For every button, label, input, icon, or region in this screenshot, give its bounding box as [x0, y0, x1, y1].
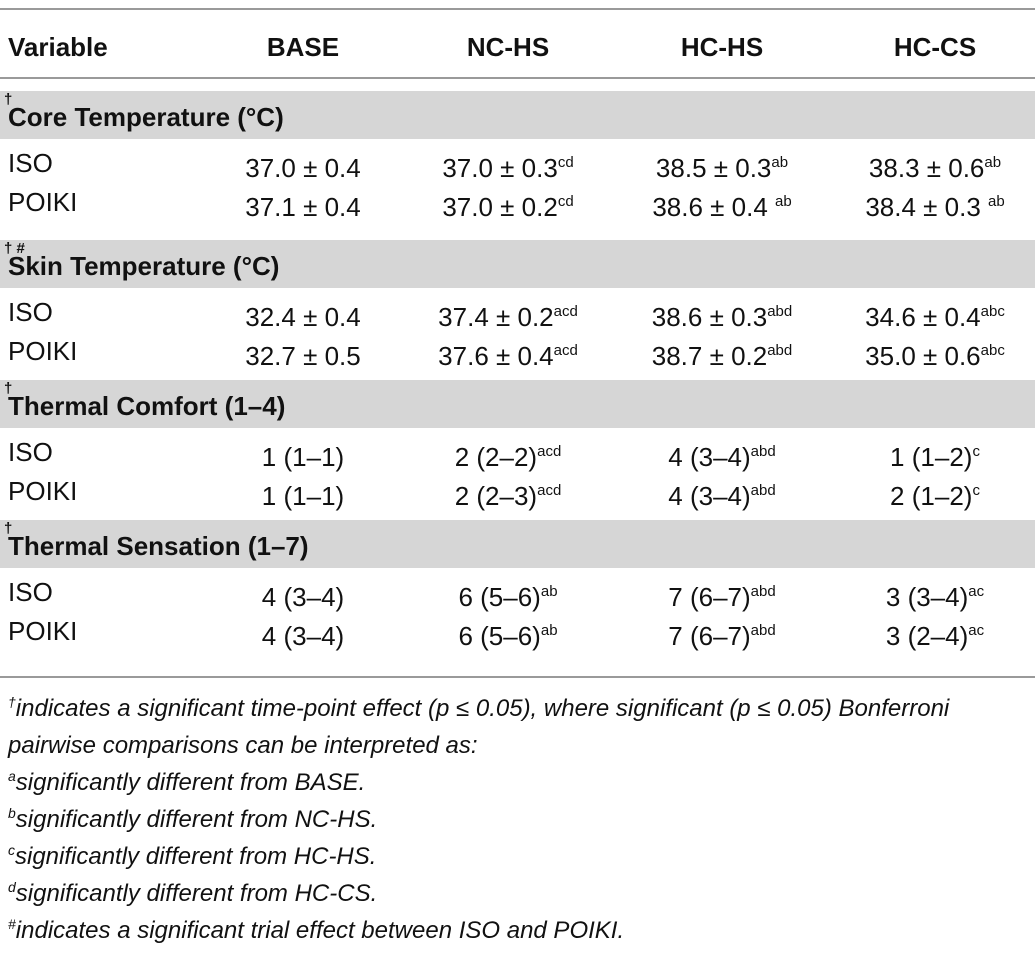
- cell-value: 37.1 ± 0.4: [245, 192, 361, 222]
- section-header-thermal-sensation-1-7: [0, 520, 1035, 568]
- cell-superscript: ac: [968, 622, 985, 639]
- footnote-line: [8, 806, 377, 834]
- cell-superscript: abc: [980, 342, 1005, 359]
- row-label: ISO: [8, 297, 53, 327]
- cell-value: 37.4 ± 0.2: [438, 302, 554, 332]
- cell-value: 6 (5–6): [458, 621, 541, 651]
- cell-value: 2 (1–2): [890, 481, 973, 511]
- footnote-text: indicates a significant time-point effect (p ≤ 0.05), where significant (p ≤ 0.05) Bonferroni: [15, 695, 950, 722]
- header-hc-hs: HC-HS: [680, 32, 764, 62]
- cell-value: 37.0 ± 0.4: [245, 153, 361, 183]
- cell-value: 6 (5–6): [458, 582, 541, 612]
- cell-value: 38.6 ± 0.4: [652, 192, 775, 222]
- table-cell-nc-hs: [455, 442, 562, 473]
- cell-value: 4 (3–4): [261, 582, 345, 612]
- section-title: Thermal Sensation (1–7): [8, 531, 309, 561]
- cell-value: 38.6 ± 0.3: [651, 302, 768, 332]
- section-title: Thermal Comfort (1–4): [8, 391, 286, 421]
- cell-value: 2 (2–3): [454, 481, 538, 511]
- section-header-core-temperature-c: [0, 91, 1035, 139]
- cell-superscript: abd: [750, 482, 776, 499]
- cell-value: 35.0 ± 0.6: [865, 341, 981, 371]
- footnote-marker: a: [8, 768, 16, 784]
- cell-superscript: cd: [557, 154, 574, 171]
- footnote-text: significantly different from HC-HS.: [15, 843, 377, 870]
- section-significance-mark: †: [4, 91, 13, 108]
- cell-superscript: ab: [775, 193, 792, 210]
- cell-value: 4 (3–4): [668, 481, 751, 511]
- table-cell-hc-hs: [668, 481, 775, 512]
- section-title: Core Temperature (°C): [8, 102, 284, 132]
- header-nc-hs: NC-HS: [466, 32, 550, 62]
- table-cell-base: [245, 192, 360, 223]
- cell-value: 3 (2–4): [885, 621, 969, 651]
- footnote-line: [8, 843, 376, 871]
- table-cell-nc-hs: [455, 481, 562, 512]
- table-cell-base: [262, 621, 344, 652]
- cell-superscript: ab: [771, 154, 789, 171]
- cell-value: 37.6 ± 0.4: [438, 341, 554, 371]
- cell-superscript: ab: [988, 193, 1005, 210]
- table-cell-base: [245, 153, 360, 184]
- footnote-marker: #: [8, 916, 16, 932]
- cell-value: 37.0 ± 0.2: [442, 192, 558, 222]
- cell-value: 38.4 ± 0.3: [865, 192, 988, 222]
- cell-superscript: acd: [553, 342, 578, 359]
- cell-value: 38.3 ± 0.6: [868, 153, 985, 183]
- top-rule: [0, 8, 1035, 10]
- section-significance-mark: †: [4, 520, 13, 537]
- footnote-text: significantly different from HC-CS.: [15, 880, 378, 907]
- table-cell-hc-hs: [656, 153, 788, 184]
- section-header-thermal-comfort-1-4: [0, 380, 1035, 428]
- table-cell-nc-hs: [442, 153, 573, 184]
- row-label: POIKI: [8, 187, 78, 217]
- cell-superscript: acd: [553, 303, 578, 320]
- header-base: BASE: [266, 32, 340, 62]
- cell-superscript: abd: [767, 303, 793, 320]
- table-cell-base: [262, 582, 344, 613]
- table-cell-nc-hs: [438, 341, 578, 372]
- cell-value: 32.7 ± 0.5: [245, 341, 361, 371]
- table-cell-hc-hs: [668, 621, 775, 652]
- row-label: ISO: [8, 148, 53, 178]
- row-label: POIKI: [8, 616, 78, 646]
- cell-superscript: cd: [557, 193, 574, 210]
- table-cell-hc-hs: [668, 442, 775, 473]
- cell-value: 37.0 ± 0.3: [442, 153, 558, 183]
- table-cell-hc-cs: [886, 621, 984, 652]
- header-variable: Variable: [8, 32, 108, 62]
- cell-superscript: acd: [537, 443, 562, 460]
- footnote-text: pairwise comparisons can be interpreted as:: [8, 732, 478, 759]
- cell-value: 4 (3–4): [261, 621, 345, 651]
- footnote-line: [8, 880, 377, 908]
- footnote-line: [8, 917, 624, 945]
- cell-value: 32.4 ± 0.4: [245, 302, 361, 332]
- table-cell-nc-hs: [458, 582, 557, 613]
- cell-superscript: c: [972, 443, 980, 460]
- table-cell-hc-hs: [668, 582, 775, 613]
- cell-value: 1 (1–1): [261, 442, 345, 472]
- table-cell-hc-cs: [865, 192, 1004, 223]
- footnote-line: [8, 695, 949, 723]
- cell-value: 1 (1–1): [261, 481, 345, 511]
- row-label: POIKI: [8, 336, 78, 366]
- header-hc-cs: HC-CS: [893, 32, 977, 62]
- table-cell-hc-hs: [652, 341, 793, 372]
- cell-value: 7 (6–7): [668, 582, 751, 612]
- cell-superscript: ac: [968, 583, 985, 600]
- table-cell-hc-cs: [890, 481, 980, 512]
- cell-superscript: c: [972, 482, 980, 499]
- cell-superscript: abc: [980, 303, 1005, 320]
- cell-value: 38.7 ± 0.2: [651, 341, 768, 371]
- footnote-text: significantly different from NC-HS.: [15, 806, 378, 833]
- cell-superscript: abd: [767, 342, 793, 359]
- cell-value: 34.6 ± 0.4: [865, 302, 981, 332]
- table-cell-base: [262, 442, 344, 473]
- cell-superscript: ab: [540, 583, 558, 600]
- table-cell-base: [262, 481, 344, 512]
- cell-value: 1 (1–2): [890, 442, 973, 472]
- table-cell-base: [245, 302, 360, 333]
- table-cell-base: [245, 341, 360, 372]
- footnote-text: significantly different from BASE.: [15, 769, 366, 796]
- table-cell-hc-cs: [869, 153, 1001, 184]
- cell-superscript: abd: [750, 443, 776, 460]
- table-cell-hc-hs: [652, 302, 793, 333]
- cell-value: 38.5 ± 0.3: [655, 153, 772, 183]
- table-cell-hc-cs: [890, 442, 980, 473]
- cell-value: 4 (3–4): [668, 442, 751, 472]
- bottom-rule: [0, 676, 1035, 678]
- table-cell-nc-hs: [458, 621, 557, 652]
- footnote-marker: b: [8, 805, 16, 821]
- cell-value: 2 (2–2): [454, 442, 538, 472]
- cell-superscript: acd: [537, 482, 562, 499]
- section-significance-mark: † #: [4, 240, 25, 257]
- table-cell-hc-cs: [865, 302, 1005, 333]
- footnote-line: [8, 732, 478, 760]
- cell-value: 7 (6–7): [668, 621, 751, 651]
- table-cell-hc-cs: [865, 341, 1005, 372]
- section-significance-mark: †: [4, 380, 13, 397]
- table-cell-nc-hs: [442, 192, 573, 223]
- footnote-marker: †: [8, 694, 16, 710]
- footnote-line: [8, 769, 365, 797]
- row-label: POIKI: [8, 476, 78, 506]
- table-cell-hc-cs: [886, 582, 984, 613]
- cell-value: 3 (3–4): [885, 582, 969, 612]
- footnote-marker: d: [8, 879, 16, 895]
- row-label: ISO: [8, 437, 53, 467]
- cell-superscript: ab: [540, 622, 558, 639]
- cell-superscript: abd: [750, 622, 776, 639]
- footnote-marker: c: [8, 842, 15, 858]
- section-title: Skin Temperature (°C): [8, 251, 280, 281]
- cell-superscript: ab: [984, 154, 1002, 171]
- cell-superscript: abd: [750, 583, 776, 600]
- row-label: ISO: [8, 577, 53, 607]
- table-cell-hc-hs: [652, 192, 791, 223]
- section-header-skin-temperature-c: [0, 240, 1035, 288]
- table-cell-nc-hs: [438, 302, 578, 333]
- header-rule: [0, 77, 1035, 79]
- footnote-text: indicates a significant trial effect between ISO and POIKI.: [15, 917, 625, 944]
